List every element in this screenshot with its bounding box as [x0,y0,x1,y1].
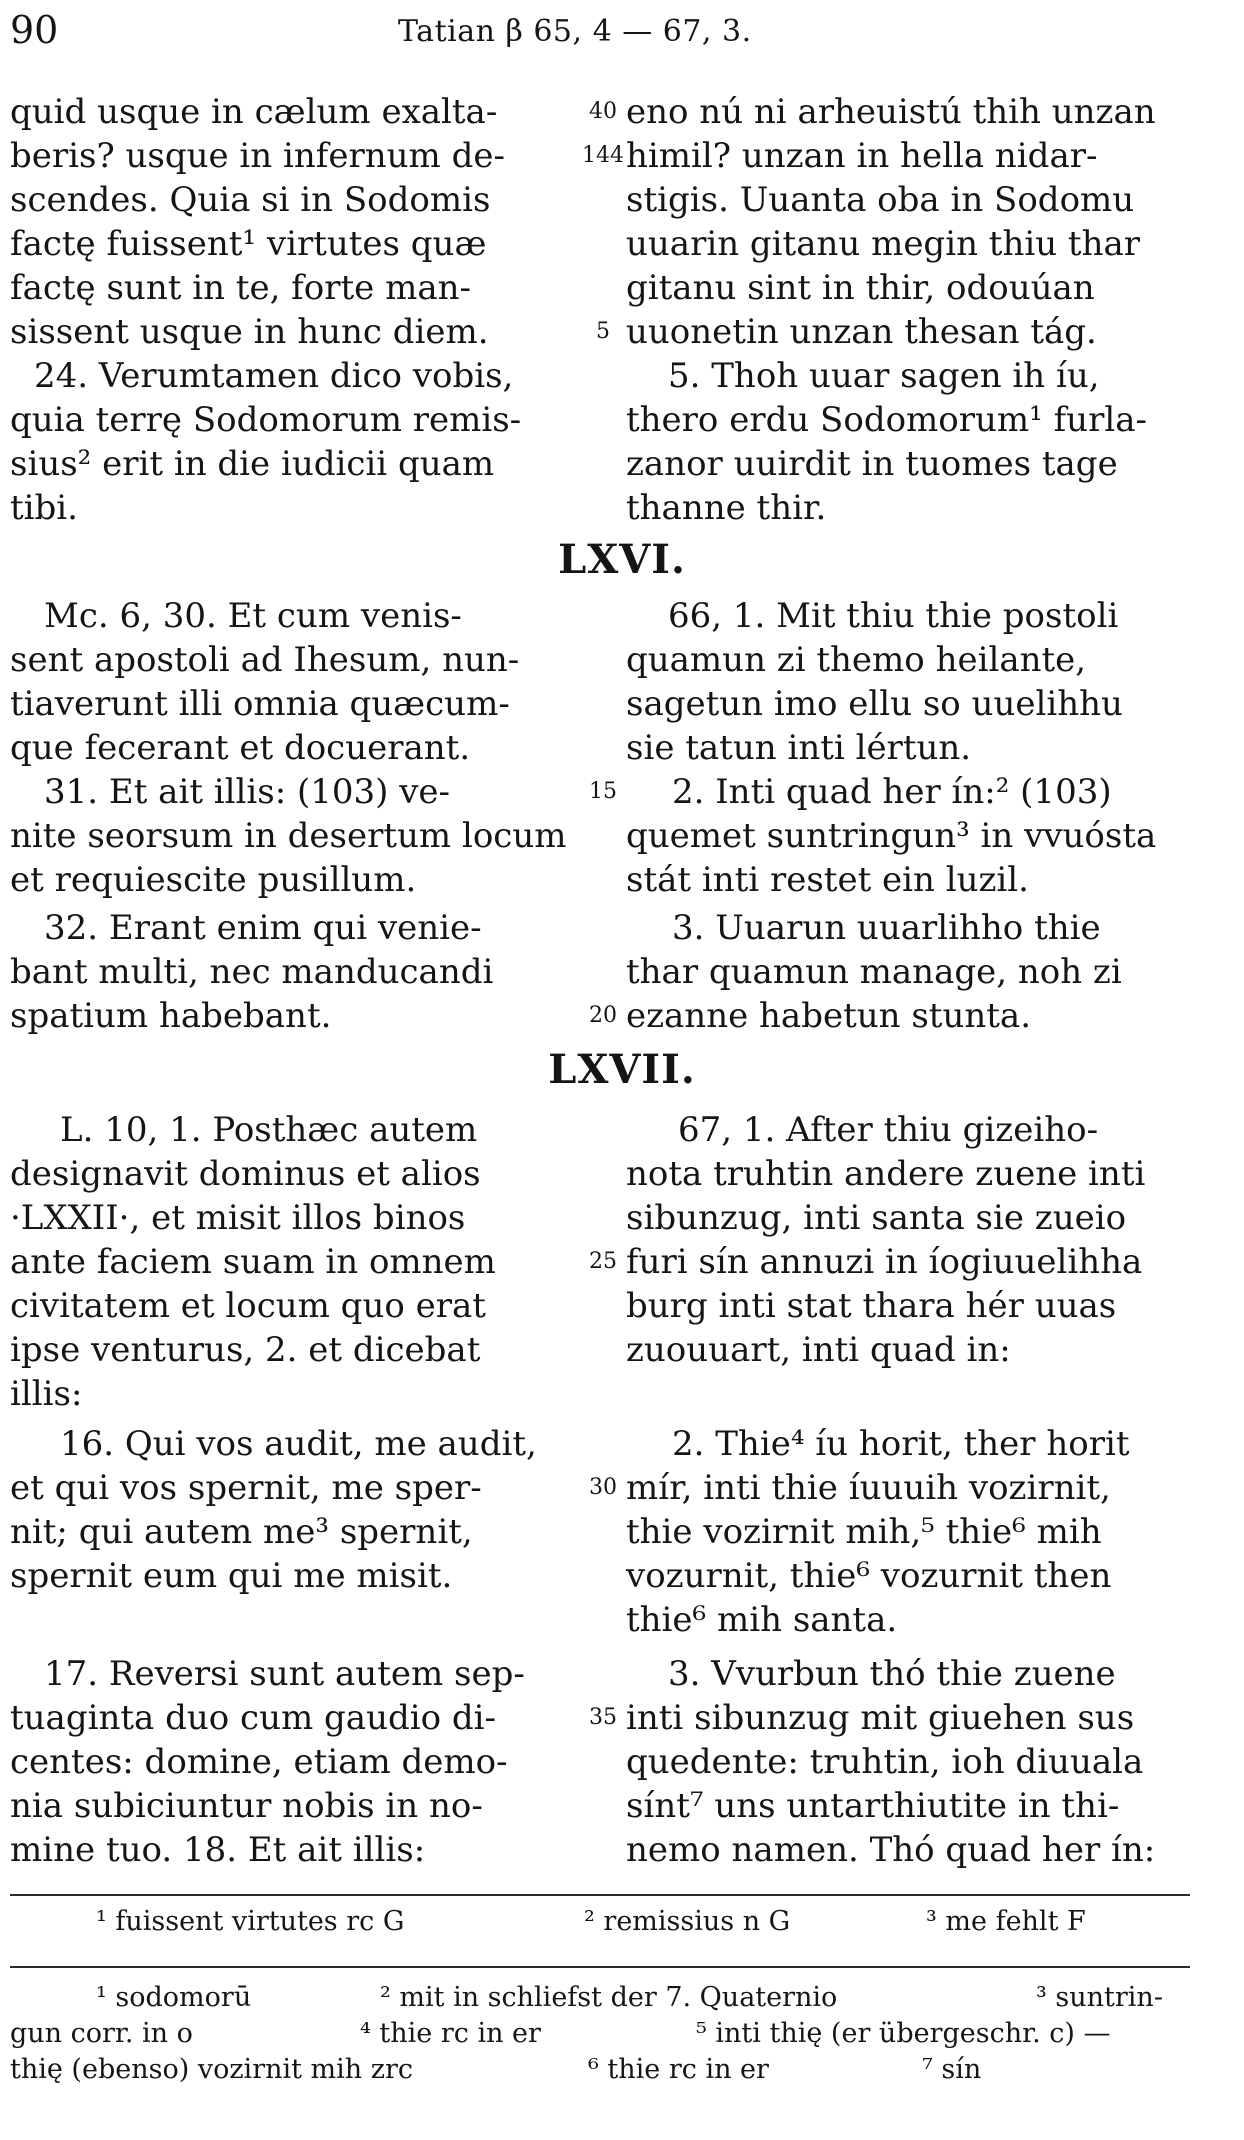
ohg-line: nemo namen. Thó quad her ín: [626,1830,1156,1870]
section-heading-lxvi: LXVI. [558,536,686,583]
latin-line: factę fuissent¹ virtutes quæ [10,224,487,264]
line-number: 15 [589,779,617,804]
latin-line: civitatem et locum quo erat [10,1286,486,1326]
ohg-line: 3. Uuarun uuarlihho thie [672,908,1101,948]
footnote-ohg: ² mit in schliefst der 7. Quaternio [380,1982,838,2013]
ohg-line: quemet suntringun³ in vvuósta [626,816,1157,856]
ohg-line: zanor uuirdit in tuomes tage [626,444,1118,484]
page-header [0,8,1244,60]
latin-line: ante faciem suam in omnem [10,1242,496,1282]
latin-line: centes: domine, etiam demo- [10,1742,508,1782]
latin-line: nit; qui autem me³ spernit, [10,1512,473,1552]
ohg-line: quamun zi themo heilante, [626,640,1087,680]
latin-line: que fecerant et docuerant. [10,728,471,768]
ohg-line: quedente: truhtin, ioh diuuala [626,1742,1144,1782]
line-number: 144 [582,143,624,168]
line-number: 35 [589,1705,617,1730]
latin-line: 17. Reversi sunt autem sep- [44,1654,525,1694]
ohg-line: ezanne habetun stunta. [626,996,1031,1036]
ohg-line: burg inti stat thara hér uuas [626,1286,1117,1326]
section-heading-lxvii: LXVII. [548,1046,696,1093]
line-number: 25 [589,1249,617,1274]
ohg-line: 2. Inti quad her ín:² (103) [672,772,1112,812]
footnote-rule [10,1894,1190,1896]
footnote-latin: ² remissius n G [584,1906,791,1937]
ohg-line: himil? unzan in hella nidar- [626,136,1098,176]
ohg-line: 66, 1. Mit thiu thie postoli [668,596,1119,636]
latin-line: et qui vos spernit, me sper- [10,1468,482,1508]
ohg-line: gitanu sint in thir, odouúan [626,268,1095,308]
latin-line: scendes. Quia si in Sodomis [10,180,491,220]
footnote-ohg: ⁴ thie rc in er [360,2018,541,2049]
latin-line: 16. Qui vos audit, me audit, [60,1424,537,1464]
line-number: 5 [596,319,610,344]
latin-line: beris? usque in infernum de- [10,136,505,176]
ohg-line: 67, 1. After thiu gizeiho- [678,1110,1099,1150]
line-number: 20 [589,1003,617,1028]
latin-line: quid usque in cælum exalta- [10,92,498,132]
latin-line: spernit eum qui me misit. [10,1556,453,1596]
ohg-line: nota truhtin andere zuene inti [626,1154,1146,1194]
latin-line: 24. Verumtamen dico vobis, [34,356,514,396]
latin-line: 32. Erant enim qui venie- [44,908,482,948]
running-head: Tatian β 65, 4 — 67, 3. [398,14,752,49]
footnote-ohg: gun corr. in o [10,2018,193,2049]
latin-line: mine tuo. 18. Et ait illis: [10,1830,426,1870]
ohg-line: sibunzug, inti santa sie zueio [626,1198,1127,1238]
page-number: 90 [10,8,59,52]
latin-line: sent apostoli ad Ihesum, nun- [10,640,520,680]
ohg-line: sínt⁷ uns untarthiutite in thi- [626,1786,1120,1826]
ohg-line: sie tatun inti lértun. [626,728,972,768]
footnote-ohg: ⁶ thie rc in er [588,2054,769,2085]
ohg-line: sagetun imo ellu so uuelihhu [626,684,1123,724]
line-number: 40 [589,99,617,124]
latin-line: Mc. 6, 30. Et cum venis- [44,596,462,636]
ohg-line: zuouuart, inti quad in: [626,1330,1011,1370]
footnote-ohg: ⁷ sín [922,2054,982,2085]
latin-line: nia subiciuntur nobis in no- [10,1786,483,1826]
latin-line: L. 10, 1. Posthæc autem [60,1110,478,1150]
ohg-line: 3. Vvurbun thó thie zuene [668,1654,1116,1694]
ohg-line: thie vozirnit mih,⁵ thie⁶ mih [626,1512,1102,1552]
ohg-line: furi sín annuzi in íogiuuelihha [626,1242,1143,1282]
ohg-line: uuonetin unzan thesan tág. [626,312,1097,352]
ohg-line: uuarin gitanu megin thiu thar [626,224,1141,264]
ohg-line: stigis. Uuanta oba in Sodomu [626,180,1135,220]
ohg-line: vozurnit, thie⁶ vozurnit then [626,1556,1112,1596]
latin-line: quia terrę Sodomorum remis- [10,400,522,440]
footnote-latin: ³ me fehlt F [926,1906,1086,1937]
latin-line: ipse venturus, 2. et dicebat [10,1330,481,1370]
latin-line: sissent usque in hunc diem. [10,312,489,352]
ohg-line: 5. Thoh uuar sagen ih íu, [668,356,1100,396]
latin-line: bant multi, nec manducandi [10,952,494,992]
ohg-line: mír, inti thie íuuuih vozirnit, [626,1468,1111,1508]
ohg-line: thie⁶ mih santa. [626,1600,898,1640]
latin-line: spatium habebant. [10,996,332,1036]
latin-line: et requiescite pusillum. [10,860,417,900]
latin-line: tiaverunt illi omnia quæcum- [10,684,510,724]
ohg-line: thero erdu Sodomorum¹ furla- [626,400,1147,440]
line-number: 30 [589,1475,617,1500]
ohg-line: thar quamun manage, noh zi [626,952,1122,992]
ohg-line: 2. Thie⁴ íu horit, ther horit [672,1424,1130,1464]
latin-line: ·LXXII·, et misit illos binos [10,1198,466,1238]
footnote-rule [10,1966,1190,1968]
footnote-ohg: ³ suntrin- [1036,1982,1163,2013]
footnote-ohg: thię (ebenso) vozirnit mih zrc [10,2054,414,2085]
footnote-ohg: ⁵ inti thię (er übergeschr. c) — [696,2018,1111,2049]
latin-line: sius² erit in die iudicii quam [10,444,495,484]
ohg-line: eno nú ni arheuistú thih unzan [626,92,1156,132]
latin-line: illis: [10,1374,83,1414]
footnote-ohg: ¹ sodomorū [96,1982,252,2013]
ohg-line: stát inti restet ein luzil. [626,860,1029,900]
footnote-latin: ¹ fuissent virtutes rc G [96,1906,405,1937]
latin-line: 31. Et ait illis: (103) ve- [44,772,451,812]
latin-line: nite seorsum in desertum locum [10,816,567,856]
ohg-line: inti sibunzug mit giuehen sus [626,1698,1135,1738]
latin-line: tibi. [10,488,78,528]
latin-line: factę sunt in te, forte man- [10,268,471,308]
ohg-line: thanne thir. [626,488,827,528]
latin-line: tuaginta duo cum gaudio di- [10,1698,497,1738]
latin-line: designavit dominus et alios [10,1154,481,1194]
